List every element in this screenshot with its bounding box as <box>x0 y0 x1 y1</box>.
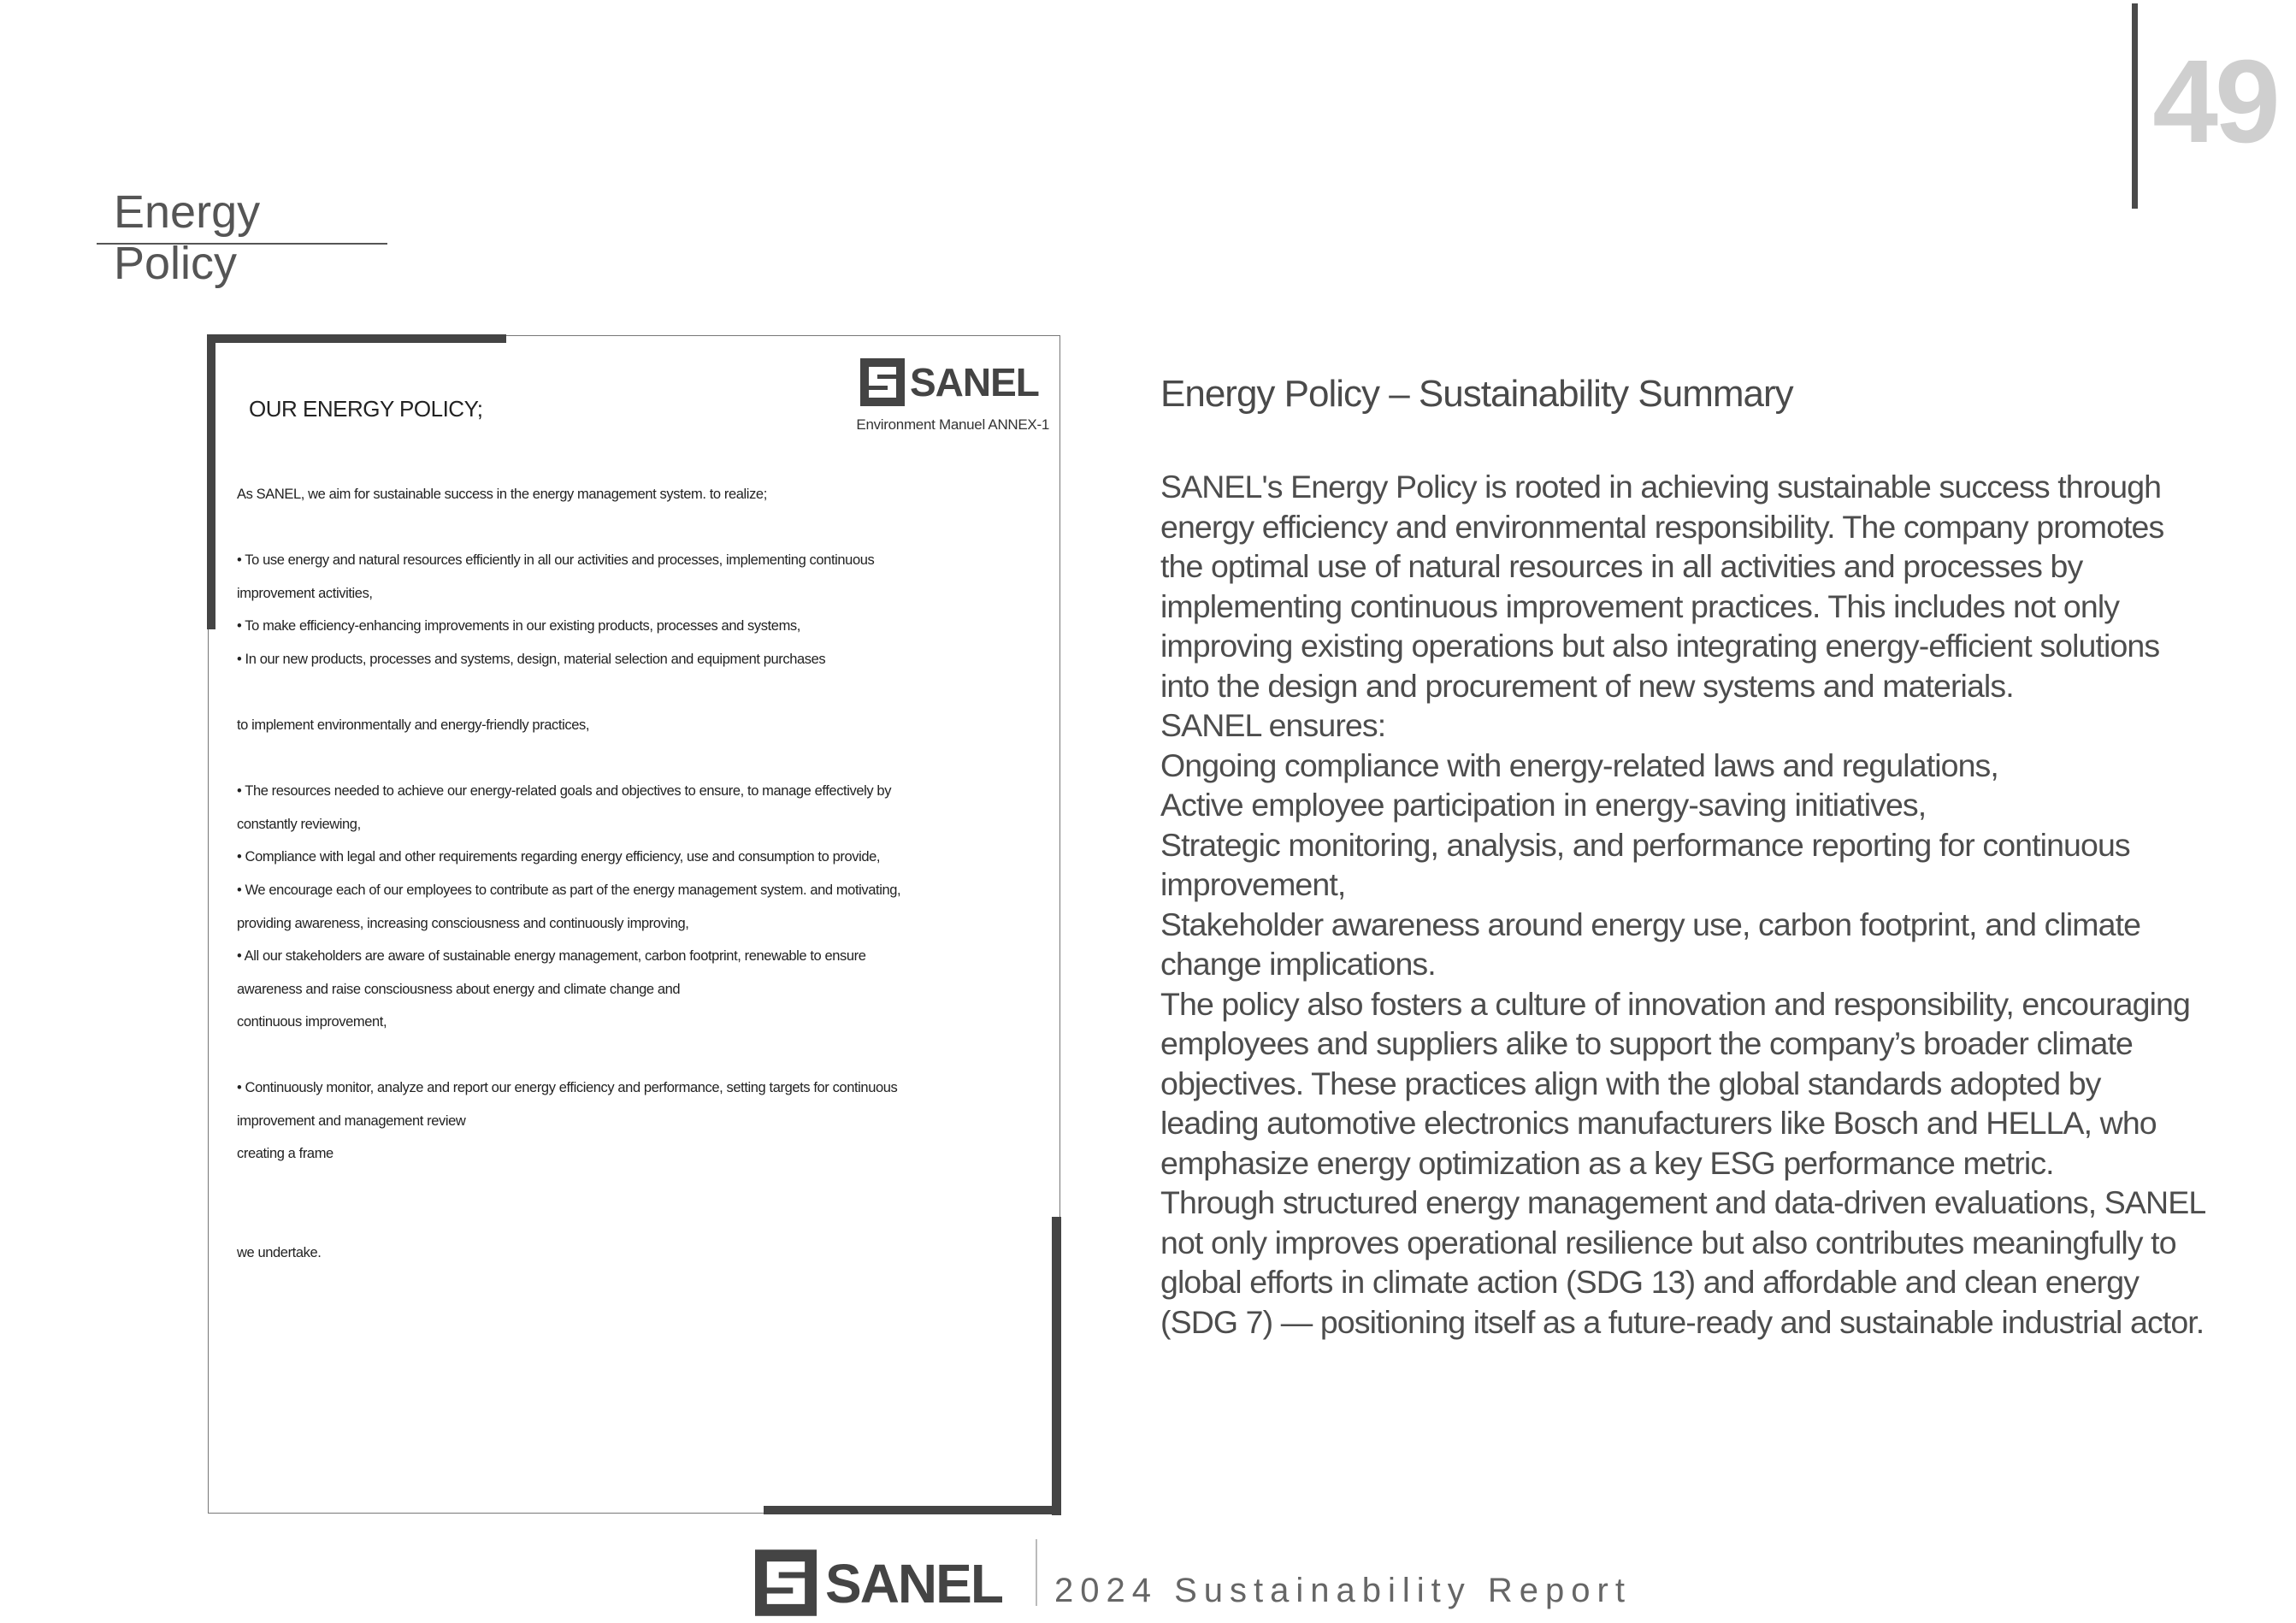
document-line: • The resources needed to achieve our energy-related goals and objectives to ensure, to manage effectively by <box>237 783 892 799</box>
footer-divider <box>1036 1539 1037 1606</box>
sanel-logo-icon <box>755 1549 817 1616</box>
sanel-logo-icon <box>860 358 905 406</box>
document-logo-text: SANEL <box>910 360 1039 404</box>
summary-line: energy efficiency and environmental responsibility. The company promotes <box>1160 508 2164 545</box>
summary-line: not only improves operational resilience but also contributes meaningfully to <box>1160 1224 2176 1260</box>
summary-line: Ongoing compliance with energy-related laws and regulations, <box>1160 747 1998 783</box>
frame-corner-bottom <box>764 1506 1061 1514</box>
document-line: providing awareness, increasing consciousness and continuously improving, <box>237 916 689 931</box>
summary-line: Stakeholder awareness around energy use, carbon footprint, and climate <box>1160 906 2141 942</box>
summary-line: SANEL's Energy Policy is rooted in achieving sustainable success through <box>1160 469 2162 505</box>
summary-body <box>1160 467 2272 1342</box>
summary-line: implementing continuous improvement practices. This includes not only <box>1160 587 2120 624</box>
document-line: • In our new products, processes and systems, design, material selection and equipment purchases <box>237 652 826 667</box>
summary-line: leading automotive electronics manufacturers like Bosch and HELLA, who <box>1160 1105 2157 1141</box>
page-number: 49 <box>2152 36 2277 168</box>
footer-logo <box>755 1549 1016 1616</box>
summary-line: Active employee participation in energy-saving initiatives, <box>1160 787 1927 823</box>
summary-line: improvement, <box>1160 866 1346 902</box>
section-title <box>97 186 387 289</box>
document-line: awareness and raise consciousness about energy and climate change and <box>237 982 681 997</box>
document-line: • Compliance with legal and other requirements regarding energy efficiency, use and consumption to provide, <box>237 849 881 865</box>
document-line: • Continuously monitor, analyze and report our energy efficiency and performance, setting targets for continuous <box>237 1080 898 1095</box>
document-line: As SANEL, we aim for sustainable success in the energy management system. to realize; <box>237 487 767 502</box>
document-heading: OUR ENERGY POLICY; <box>249 396 483 422</box>
section-title-text: Energy Policy <box>114 186 261 289</box>
document-line: improvement and management review <box>237 1113 466 1129</box>
summary-line: the optimal use of natural resources in all activities and processes by <box>1160 548 2083 584</box>
document-annex-label: Environment Manuel ANNEX-1 <box>856 416 1049 433</box>
energy-policy-document <box>208 335 1060 1514</box>
summary-line: Strategic monitoring, analysis, and performance reporting for continuous <box>1160 826 2130 863</box>
document-logo <box>860 358 1040 406</box>
footer-report-title: 2024 Sustainability Report <box>1054 1572 1632 1609</box>
document-line: we undertake. <box>237 1245 322 1260</box>
summary-line: improving existing operations but also integrating energy-efficient solutions <box>1160 628 2160 664</box>
document-line: • To use energy and natural resources efficiently in all our activities and processes, implementing continuous <box>237 552 875 568</box>
document-line: improvement activities, <box>237 586 373 601</box>
summary-line: global efforts in climate action (SDG 13) and affordable and clean energy <box>1160 1264 2140 1300</box>
summary-line: into the design and procurement of new systems and materials. <box>1160 667 2014 704</box>
summary-line: employees and suppliers alike to support the company’s broader climate <box>1160 1025 2133 1061</box>
document-line: • We encourage each of our employees to contribute as part of the energy management system. and motivating, <box>237 882 901 898</box>
frame-corner-left <box>207 334 215 629</box>
summary-line: The policy also fosters a culture of innovation and responsibility, encouraging <box>1160 985 2190 1022</box>
summary-title: Energy Policy – Sustainability Summary <box>1160 373 1793 415</box>
document-line: constantly reviewing, <box>237 817 361 832</box>
footer-logo-text: SANEL <box>825 1553 1002 1614</box>
summary-line: objectives. These practices align with the global standards adopted by <box>1160 1065 2101 1101</box>
document-line: creating a frame <box>237 1146 333 1161</box>
document-line: • To make efficiency-enhancing improvements in our existing products, processes and systems, <box>237 618 800 634</box>
summary-line: emphasize energy optimization as a key ESG performance metric. <box>1160 1144 2054 1181</box>
summary-line: Through structured energy management and data-driven evaluations, SANEL <box>1160 1184 2206 1220</box>
summary-line: change implications. <box>1160 946 1436 982</box>
summary-line: SANEL ensures: <box>1160 707 1386 743</box>
frame-corner-top <box>207 334 506 343</box>
document-line: • All our stakeholders are aware of sustainable energy management, carbon footprint, renewable to ensure <box>237 948 866 964</box>
document-line: continuous improvement, <box>237 1014 387 1030</box>
document-line: to implement environmentally and energy-friendly practices, <box>237 717 590 733</box>
frame-corner-right <box>1052 1217 1061 1515</box>
summary-line: (SDG 7) — positioning itself as a future-ready and sustainable industrial actor. <box>1160 1303 2205 1340</box>
page-number-divider <box>2132 3 2138 209</box>
